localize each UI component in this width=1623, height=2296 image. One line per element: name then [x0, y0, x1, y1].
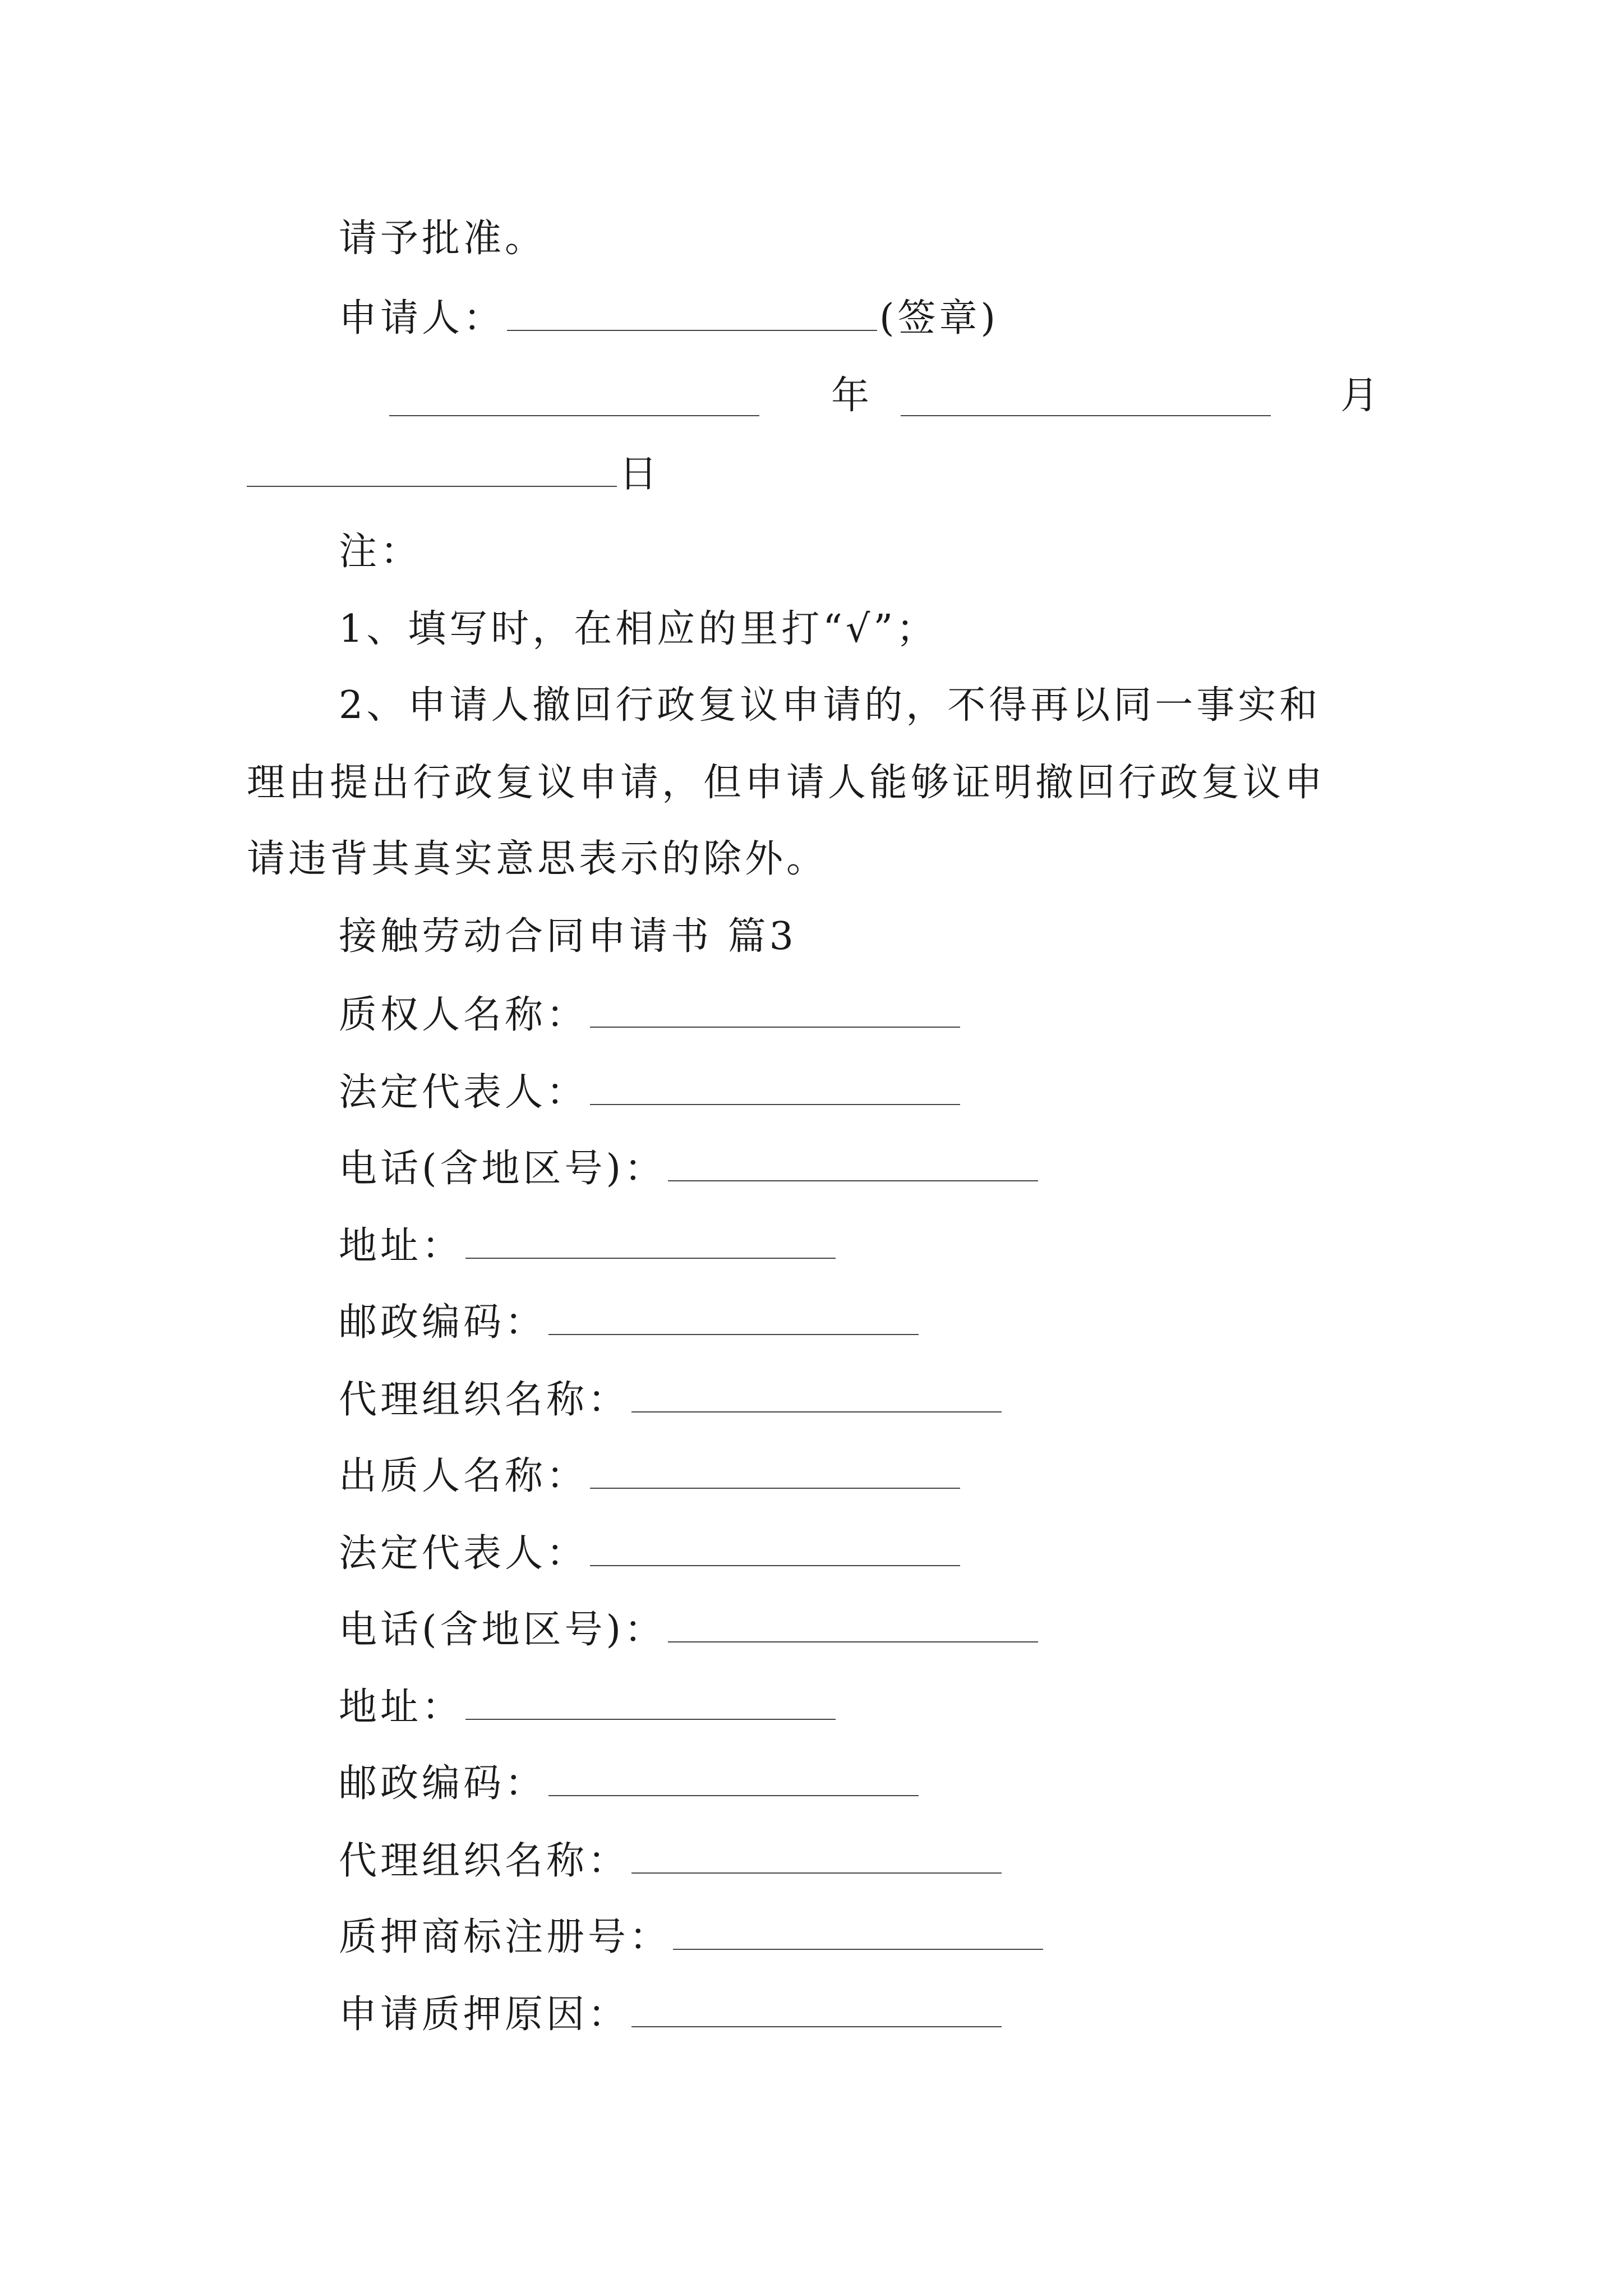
form-field	[339, 1608, 1040, 1652]
form-field	[339, 1070, 962, 1115]
approval-line: 请予批准。	[339, 217, 547, 261]
form-field	[339, 1839, 1004, 1883]
day-label: 日	[619, 452, 661, 496]
field-label: 申请质押原因：	[339, 1993, 630, 2037]
field-label: 法定代表人：	[339, 1070, 588, 1115]
field-blank[interactable]	[465, 1686, 836, 1720]
form-field	[339, 1147, 1040, 1191]
applicant-signature-blank[interactable]	[507, 297, 877, 331]
month-label: 月	[1340, 374, 1382, 418]
field-blank[interactable]	[590, 1533, 960, 1566]
field-label: 代理组织名称：	[339, 1378, 630, 1422]
field-label: 邮政编码：	[339, 1761, 547, 1806]
applicant-signature-row	[339, 296, 999, 341]
day-row	[247, 453, 661, 494]
section-title: 接触劳动合同申请书 篇3	[339, 914, 797, 959]
field-blank[interactable]	[590, 994, 960, 1028]
field-label: 邮政编码：	[339, 1300, 547, 1345]
form-field	[339, 1378, 1004, 1422]
form-field	[339, 1916, 1045, 1957]
form-field	[339, 1686, 838, 1727]
field-label: 电话(含地区号)：	[339, 1147, 666, 1191]
year-label: 年	[831, 374, 873, 418]
field-label: 法定代表人：	[339, 1531, 588, 1576]
note-title: 注：	[339, 530, 422, 574]
form-field	[339, 1225, 838, 1266]
note-item-2-line-1: 2、申请人撤回行政复议申请的，不得再以同一事实和	[339, 683, 1321, 728]
year-blank[interactable]	[389, 383, 759, 416]
applicant-label: 申请人：	[339, 296, 505, 341]
field-blank[interactable]	[631, 1994, 1002, 2027]
form-field	[339, 1761, 921, 1806]
field-blank[interactable]	[465, 1225, 836, 1259]
field-blank[interactable]	[548, 1763, 919, 1796]
field-blank[interactable]	[631, 1379, 1002, 1412]
field-label: 出质人名称：	[339, 1454, 588, 1498]
day-blank[interactable]	[247, 453, 617, 487]
form-field	[339, 1455, 962, 1496]
field-label: 质押商标注册号：	[339, 1915, 671, 1959]
form-field	[339, 993, 962, 1037]
field-blank[interactable]	[590, 1455, 960, 1489]
field-label: 质权人名称：	[339, 993, 588, 1037]
note-item-1: 1、填写时，在相应的里打“√”；	[339, 607, 938, 651]
field-blank[interactable]	[668, 1148, 1038, 1181]
field-blank[interactable]	[631, 1840, 1002, 1874]
field-blank[interactable]	[590, 1071, 960, 1105]
field-blank[interactable]	[668, 1609, 1038, 1642]
month-blank[interactable]	[901, 383, 1271, 416]
form-field	[339, 1300, 921, 1345]
field-label: 电话(含地区号)：	[339, 1608, 666, 1652]
field-label: 地址：	[339, 1224, 464, 1268]
field-blank[interactable]	[673, 1916, 1043, 1950]
field-label: 地址：	[339, 1685, 464, 1729]
field-label: 代理组织名称：	[339, 1839, 630, 1883]
note-item-2-line-3: 请违背其真实意思表示的除外。	[247, 837, 828, 881]
form-field	[339, 1993, 1004, 2037]
note-item-2-line-2: 理由提出行政复议申请，但申请人能够证明撤回行政复议申	[247, 761, 1326, 805]
seal-suffix: (签章)	[879, 296, 999, 341]
field-blank[interactable]	[548, 1301, 919, 1335]
form-field	[339, 1531, 962, 1576]
